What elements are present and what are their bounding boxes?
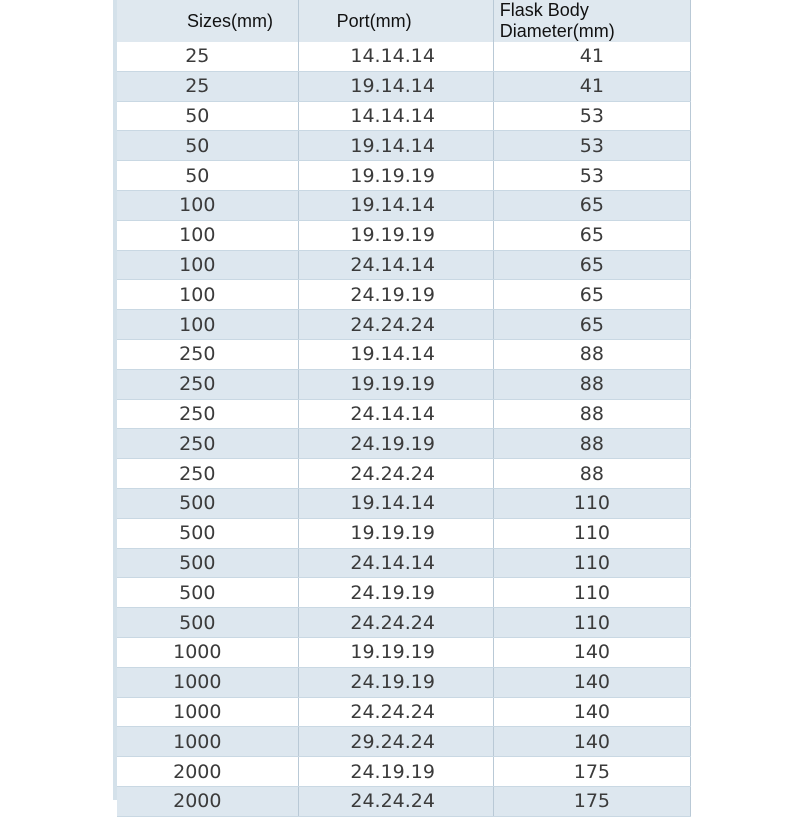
cell-port: 29.24.24	[298, 727, 493, 757]
header-port: Port(mm)	[298, 0, 493, 42]
cell-size: 100	[117, 310, 298, 340]
cell-port: 24.19.19	[298, 667, 493, 697]
cell-diameter: 140	[493, 697, 690, 727]
table-row	[117, 131, 691, 161]
cell-diameter: 110	[493, 488, 690, 518]
cell-diameter: 53	[493, 131, 690, 161]
cell-size: 2000	[117, 786, 298, 816]
cell-size: 250	[117, 339, 298, 369]
cell-size: 50	[117, 161, 298, 191]
cell-diameter: 65	[493, 190, 690, 220]
cell-port: 19.19.19	[298, 637, 493, 667]
table-row	[117, 190, 691, 220]
cell-port: 14.14.14	[298, 42, 493, 71]
cell-diameter: 88	[493, 369, 690, 399]
table-row	[117, 786, 691, 816]
cell-size: 100	[117, 250, 298, 280]
table-row	[117, 369, 691, 399]
header-diameter: Flask Body Diameter(mm)	[493, 0, 690, 42]
cell-size: 1000	[117, 727, 298, 757]
cell-diameter: 53	[493, 101, 690, 131]
cell-port: 24.14.14	[298, 548, 493, 578]
cell-size: 250	[117, 459, 298, 489]
cell-diameter: 110	[493, 548, 690, 578]
cell-port: 24.19.19	[298, 757, 493, 787]
cell-size: 2000	[117, 757, 298, 787]
cell-size: 500	[117, 548, 298, 578]
cell-diameter: 65	[493, 310, 690, 340]
cell-port: 24.24.24	[298, 786, 493, 816]
cell-port: 24.24.24	[298, 697, 493, 727]
table-row	[117, 697, 691, 727]
table-row	[117, 608, 691, 638]
table-row	[117, 637, 691, 667]
cell-diameter: 65	[493, 280, 690, 310]
table-body	[117, 42, 691, 816]
cell-diameter: 88	[493, 429, 690, 459]
cell-port: 24.14.14	[298, 250, 493, 280]
cell-size: 1000	[117, 667, 298, 697]
table-row	[117, 310, 691, 340]
cell-diameter: 110	[493, 578, 690, 608]
cell-size: 100	[117, 190, 298, 220]
cell-size: 500	[117, 578, 298, 608]
table-row	[117, 578, 691, 608]
cell-port: 14.14.14	[298, 101, 493, 131]
cell-size: 50	[117, 101, 298, 131]
table-row	[117, 667, 691, 697]
table-row	[117, 42, 691, 71]
cell-port: 19.14.14	[298, 131, 493, 161]
cell-diameter: 110	[493, 608, 690, 638]
table-row	[117, 101, 691, 131]
cell-port: 19.19.19	[298, 518, 493, 548]
cell-port: 19.14.14	[298, 190, 493, 220]
cell-diameter: 175	[493, 757, 690, 787]
header-sizes: Sizes(mm)	[117, 0, 298, 42]
table-row	[117, 757, 691, 787]
cell-size: 500	[117, 488, 298, 518]
cell-size: 250	[117, 429, 298, 459]
table-row	[117, 459, 691, 489]
cell-diameter: 140	[493, 667, 690, 697]
table-row	[117, 548, 691, 578]
cell-diameter: 41	[493, 71, 690, 101]
cell-diameter: 65	[493, 250, 690, 280]
cell-port: 19.19.19	[298, 220, 493, 250]
table-row	[117, 488, 691, 518]
cell-diameter: 65	[493, 220, 690, 250]
table-row	[117, 429, 691, 459]
table-row	[117, 220, 691, 250]
table-header	[117, 0, 691, 42]
cell-size: 500	[117, 518, 298, 548]
cell-diameter: 175	[493, 786, 690, 816]
table-row	[117, 399, 691, 429]
cell-size: 25	[117, 71, 298, 101]
cell-port: 24.24.24	[298, 459, 493, 489]
cell-diameter: 88	[493, 459, 690, 489]
table-row	[117, 161, 691, 191]
cell-diameter: 140	[493, 637, 690, 667]
cell-port: 24.19.19	[298, 280, 493, 310]
cell-size: 25	[117, 42, 298, 71]
cell-diameter: 88	[493, 399, 690, 429]
cell-diameter: 110	[493, 518, 690, 548]
header-row	[117, 0, 691, 42]
cell-port: 24.19.19	[298, 429, 493, 459]
cell-size: 250	[117, 369, 298, 399]
cell-port: 19.19.19	[298, 161, 493, 191]
cell-port: 24.24.24	[298, 310, 493, 340]
cell-size: 500	[117, 608, 298, 638]
table-row	[117, 250, 691, 280]
cell-diameter: 41	[493, 42, 690, 71]
table-row	[117, 727, 691, 757]
cell-size: 50	[117, 131, 298, 161]
cell-port: 19.19.19	[298, 369, 493, 399]
cell-diameter: 53	[493, 161, 690, 191]
cell-diameter: 88	[493, 339, 690, 369]
table-row	[117, 71, 691, 101]
table-row	[117, 518, 691, 548]
cell-port: 19.14.14	[298, 339, 493, 369]
cell-size: 100	[117, 280, 298, 310]
cell-diameter: 140	[493, 727, 690, 757]
cell-size: 1000	[117, 697, 298, 727]
cell-port: 24.19.19	[298, 578, 493, 608]
cell-port: 24.14.14	[298, 399, 493, 429]
flask-size-table	[117, 0, 691, 817]
table-row	[117, 280, 691, 310]
cell-port: 19.14.14	[298, 71, 493, 101]
cell-size: 100	[117, 220, 298, 250]
cell-size: 1000	[117, 637, 298, 667]
cell-port: 19.14.14	[298, 488, 493, 518]
table-row	[117, 339, 691, 369]
cell-port: 24.24.24	[298, 608, 493, 638]
cell-size: 250	[117, 399, 298, 429]
